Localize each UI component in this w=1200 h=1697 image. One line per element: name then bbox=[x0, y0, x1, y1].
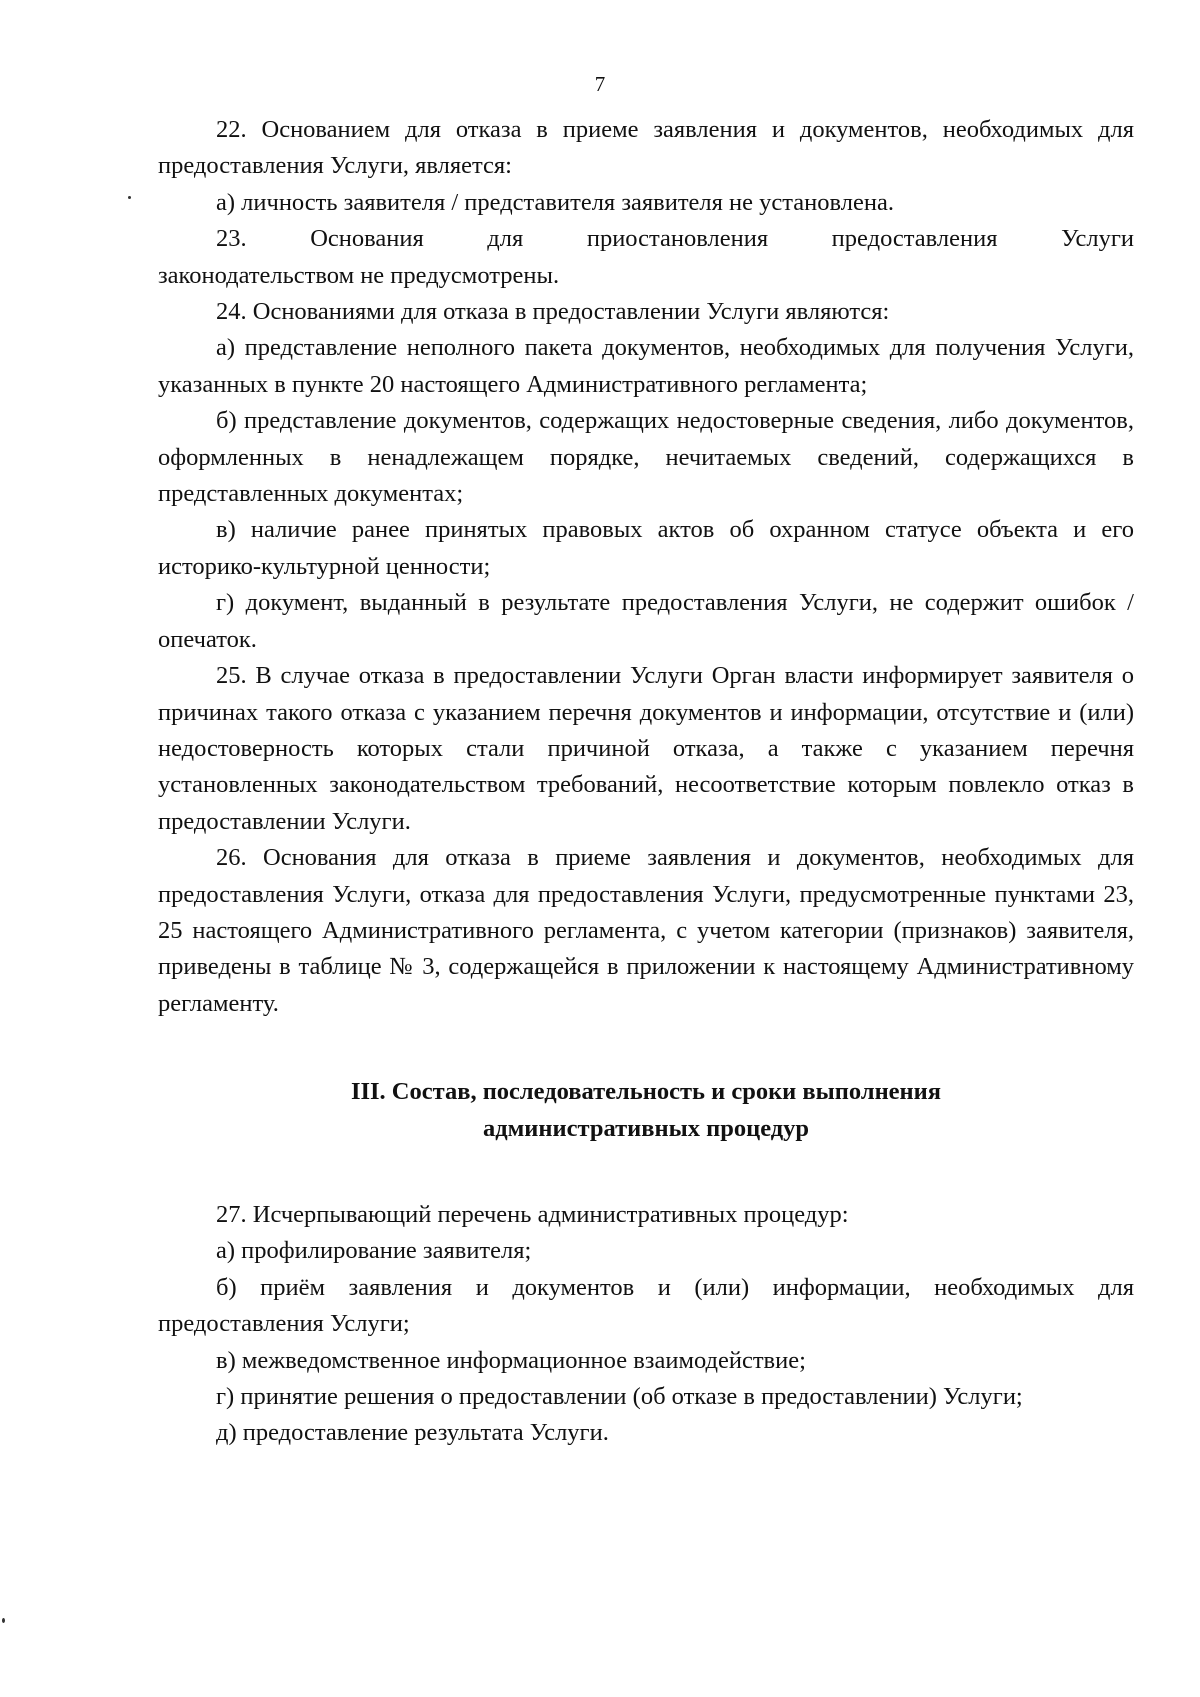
paragraph-24: 24. Основаниями для отказа в предоставлении Услуги являются: bbox=[216, 298, 890, 326]
paragraph-27-item-a: а) профилирование заявителя; bbox=[216, 1237, 532, 1265]
paragraph-24-item-d: г) документ, выданный в результате предоставления Услуги, не содержит ошибок / опечаток. bbox=[158, 589, 1134, 653]
paragraph-27-item-d: г) принятие решения о предоставлении (об отказе в предоставлении) Услуги; bbox=[216, 1383, 1023, 1410]
page-number: 7 bbox=[594, 72, 606, 96]
paragraph-23-line-1: 23. Основания для приостановления предоставления Услуги bbox=[216, 225, 1134, 253]
paragraph-22: 22. Основанием для отказа в приеме заявления и документов, необходимых для предоставления Услуги, является: bbox=[158, 116, 1134, 180]
section-heading bbox=[158, 1074, 1134, 1147]
paragraph-27-item-e: д) предоставление результата Услуги. bbox=[216, 1419, 609, 1447]
scan-speck bbox=[128, 196, 131, 199]
paragraph-27-item-c: в) межведомственное информационное взаимодействие; bbox=[216, 1346, 806, 1374]
paragraph-25: 25. В случае отказа в предоставлении Услуги Орган власти информирует заявителя о причинах такого отказа с указанием перечня документов и информации, отсутствие и (или) недостоверность которых стали причиной отказа, а также с указанием перечня установленных законодательством требований, несоответствие которым повлекло отказ в предоставлении Услуги. bbox=[158, 662, 1134, 835]
paragraph-27: 27. Исчерпывающий перечень административных процедур: bbox=[216, 1200, 849, 1228]
paragraph-24-item-b: б) представление документов, содержащих недостоверные сведения, либо документов, оформленных в ненадлежащем порядке, нечитаемых сведений, содержащихся в представленных документах; bbox=[158, 407, 1134, 508]
scan-speck bbox=[2, 1618, 5, 1623]
section-heading-line-2: административных процедур bbox=[482, 1114, 810, 1142]
paragraph-24-item-a: а) представление неполного пакета документов, необходимых для получения Услуги, указанных в пункте 20 настоящего Административного регламента; bbox=[158, 334, 1134, 398]
document-body bbox=[158, 112, 1134, 1452]
paragraph-23-line-2: законодательством не предусмотрены. bbox=[158, 261, 560, 289]
paragraph-22-item-a: а) личность заявителя / представителя заявителя не установлена. bbox=[216, 188, 894, 216]
paragraph-27-item-b: б) приём заявления и документов и (или) информации, необходимых для предоставления Услуги; bbox=[158, 1273, 1134, 1338]
paragraph-24-item-c: в) наличие ранее принятых правовых актов об охранном статусе объекта и его историко-культурной ценности; bbox=[158, 516, 1134, 580]
paragraph-26: 26. Основания для отказа в приеме заявления и документов, необходимых для предоставления Услуги, отказа для предоставления Услуги, предусмотренные пунктами 23, 25 настоящего Административного регламента, с учетом категории (признаков) заявителя, приведены в таблице № 3, содержащейся в приложении к настоящему Административному регламенту. bbox=[158, 844, 1134, 1017]
section-heading-line-1: III. Состав, последовательность и сроки выполнения bbox=[350, 1078, 942, 1106]
